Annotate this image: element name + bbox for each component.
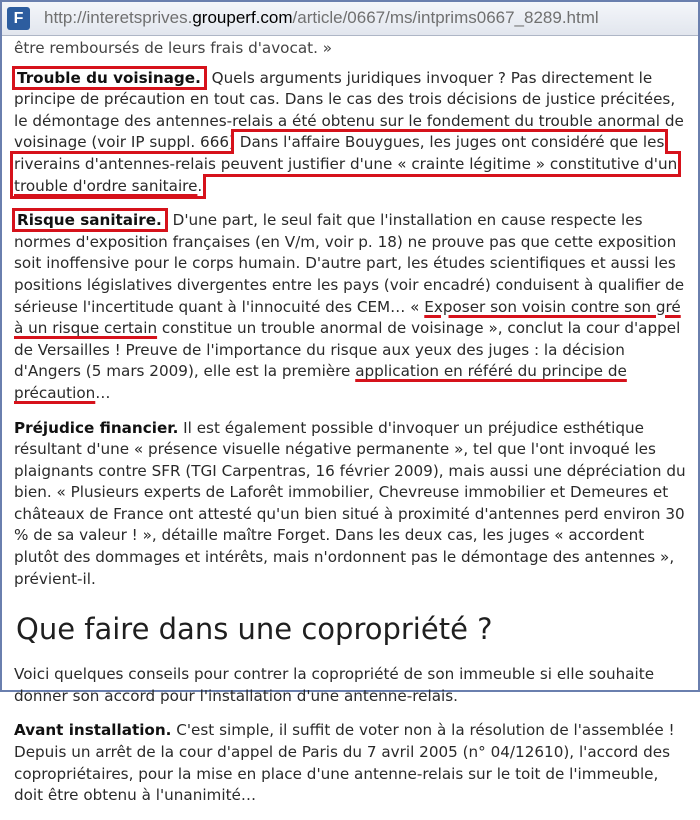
url-text[interactable] <box>44 8 599 28</box>
label-trouble-voisinage: Trouble du voisinage. <box>12 66 207 90</box>
p1-text-a: Quels arguments juridiques invoquer ? Pas directement le principe de précaution en tout cas. Dans le cas des trois décisions de justice précitées, le démontage des antennes-relais a été obtenu sur le fondement du trouble anormal de voisinage (voir IP suppl. 666) <box>14 68 684 152</box>
p3-text: Il est également possible d'invoquer un préjudice esthétique résultant d'une « présence visuelle négative permanente », tel que l'ont invoqué les plaignants contre SFR (TGI Carpentras, 16 février 2009), mais aussi une dépréciation du bien. « Plusieurs experts de Laforêt immobilier, Chevreuse immobilier et Demeures et châteaux de France ont attesté qu'un bien situé à proximité d'antennes perd environ 30 % de sa valeur ! », détaille maître Forget. Dans les deux cas, les juges « accordent plutôt des dommages et intérêts, mais n'ordonnent pas le démontage des antennes », prévient-il. <box>14 418 686 588</box>
address-bar[interactable] <box>2 2 698 36</box>
p1-text-b: Dans l'affaire Bouygues, les juges ont considéré que les riverains d'antennes-relais peuvent justifier d'une « crainte légitime » constitutive d'un <box>14 133 678 173</box>
underline-trouble-sanitaire: trouble d'ordre sanitaire <box>14 176 198 195</box>
p2-end: … <box>95 383 111 402</box>
label-risque-sanitaire: Risque sanitaire. <box>12 208 168 232</box>
label-avant-installation: Avant installation. <box>14 721 172 740</box>
url-prefix: http://interetsprives. <box>44 8 193 27</box>
p1-end: . <box>197 176 203 195</box>
underline-application-refere: application en référé du principe de précaution <box>14 362 627 402</box>
paragraph-trouble-voisinage <box>14 68 686 198</box>
previous-paragraph-end: être remboursés de leurs frais d'avocat. » <box>14 39 333 57</box>
paragraph-avant-installation <box>14 720 686 806</box>
section-heading: Que faire dans une copropriété ? <box>16 612 493 647</box>
paragraph-risque-sanitaire <box>14 210 686 404</box>
url-domain: grouperf.com <box>192 8 293 27</box>
paragraph-intro-copropriete: Voici quelques conseils pour contrer la copropriété de son immeuble si elle souhaite donner son accord pour l'installation d'une antenne-relais. <box>14 665 655 705</box>
p2-text-a: D'une part, le seul fait que l'installation en cause respecte les normes d'exposition françaises (en V/m, voir p. 18) ne prouve pas que cette exposition soit inoffensive pour le corps humain. D'autre part, les études scientifiques et aussi les positions législatives divergentes entre les pays (voir encadré) conduisent à qualifier de sérieuse l'incertitude quant à l'innocuité des CEM… « <box>14 211 685 316</box>
site-favicon-icon: F <box>7 7 30 30</box>
p5-text: C'est simple, il suffit de voter non à la résolution de l'assemblée ! Depuis un arrêt de la cour d'appel de Paris du 7 avril 2005 (n° 04/12610), l'accord des copropriétaires, pour la mise en place d'une antenne-relais sur le toit de l'immeuble, doit être obtenu à l'unanimité… <box>14 721 675 805</box>
url-path: /article/0667/ms/intprims0667_8289.html <box>292 8 599 27</box>
paragraph-prejudice-financier <box>14 418 686 591</box>
label-prejudice-financier: Préjudice financier. <box>14 418 179 437</box>
p2-text-b: constitue un trouble anormal de voisinage », conclut la cour d'appel de Versailles ! Preuve de l'importance du risque aux yeux des juges : la décision d'Angers (5 mars 2009), elle est la première <box>14 319 681 381</box>
underline-exposer-voisin: Exposer son voisin contre son gré à un risque certain <box>14 297 681 338</box>
article-body <box>14 38 686 820</box>
